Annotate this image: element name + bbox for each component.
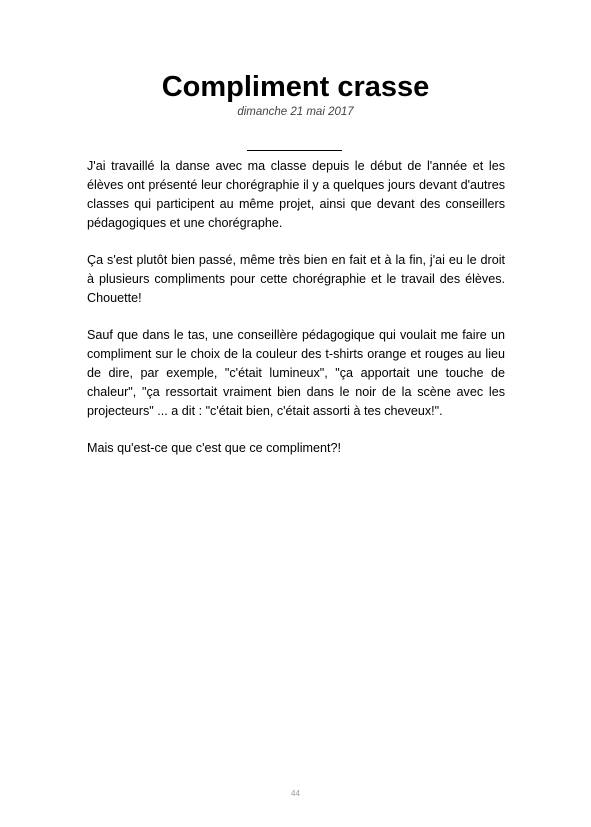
article-paragraph: Mais qu'est-ce que c'est que ce compliment?!	[87, 441, 342, 455]
article-date: dimanche 21 mai 2017	[237, 106, 354, 118]
article-paragraph: Sauf que dans le tas, une conseillère pédagogique qui voulait me faire un compliment sur le choix de la couleur des t-shirts orange et rouges au lieu de dire, par exemple, "c'était lumineux", "ça apportait une touche de chaleur", "ça ressortait vraiment bien dans le noir de la scène avec les projecteurs" ... a dit : "c'était bien, c'était assorti à tes cheveux!".	[87, 328, 505, 418]
article-paragraph: J'ai travaillé la danse avec ma classe depuis le début de l'année et les élèves ont présenté leur chorégraphie il y a quelques jours devant d'autres classes qui participent au même projet, ainsi que devant des conseillers pédagogiques et une chorégraphe.	[87, 159, 505, 230]
page-number: 44	[291, 789, 300, 798]
article-title: Compliment crasse	[161, 71, 430, 103]
article-body	[87, 157, 505, 476]
article-paragraph: Ça s'est plutôt bien passé, même très bien en fait et à la fin, j'ai eu le droit à plusieurs compliments pour cette chorégraphie et le travail des élèves. Chouette!	[87, 253, 505, 305]
title-separator	[247, 150, 342, 151]
